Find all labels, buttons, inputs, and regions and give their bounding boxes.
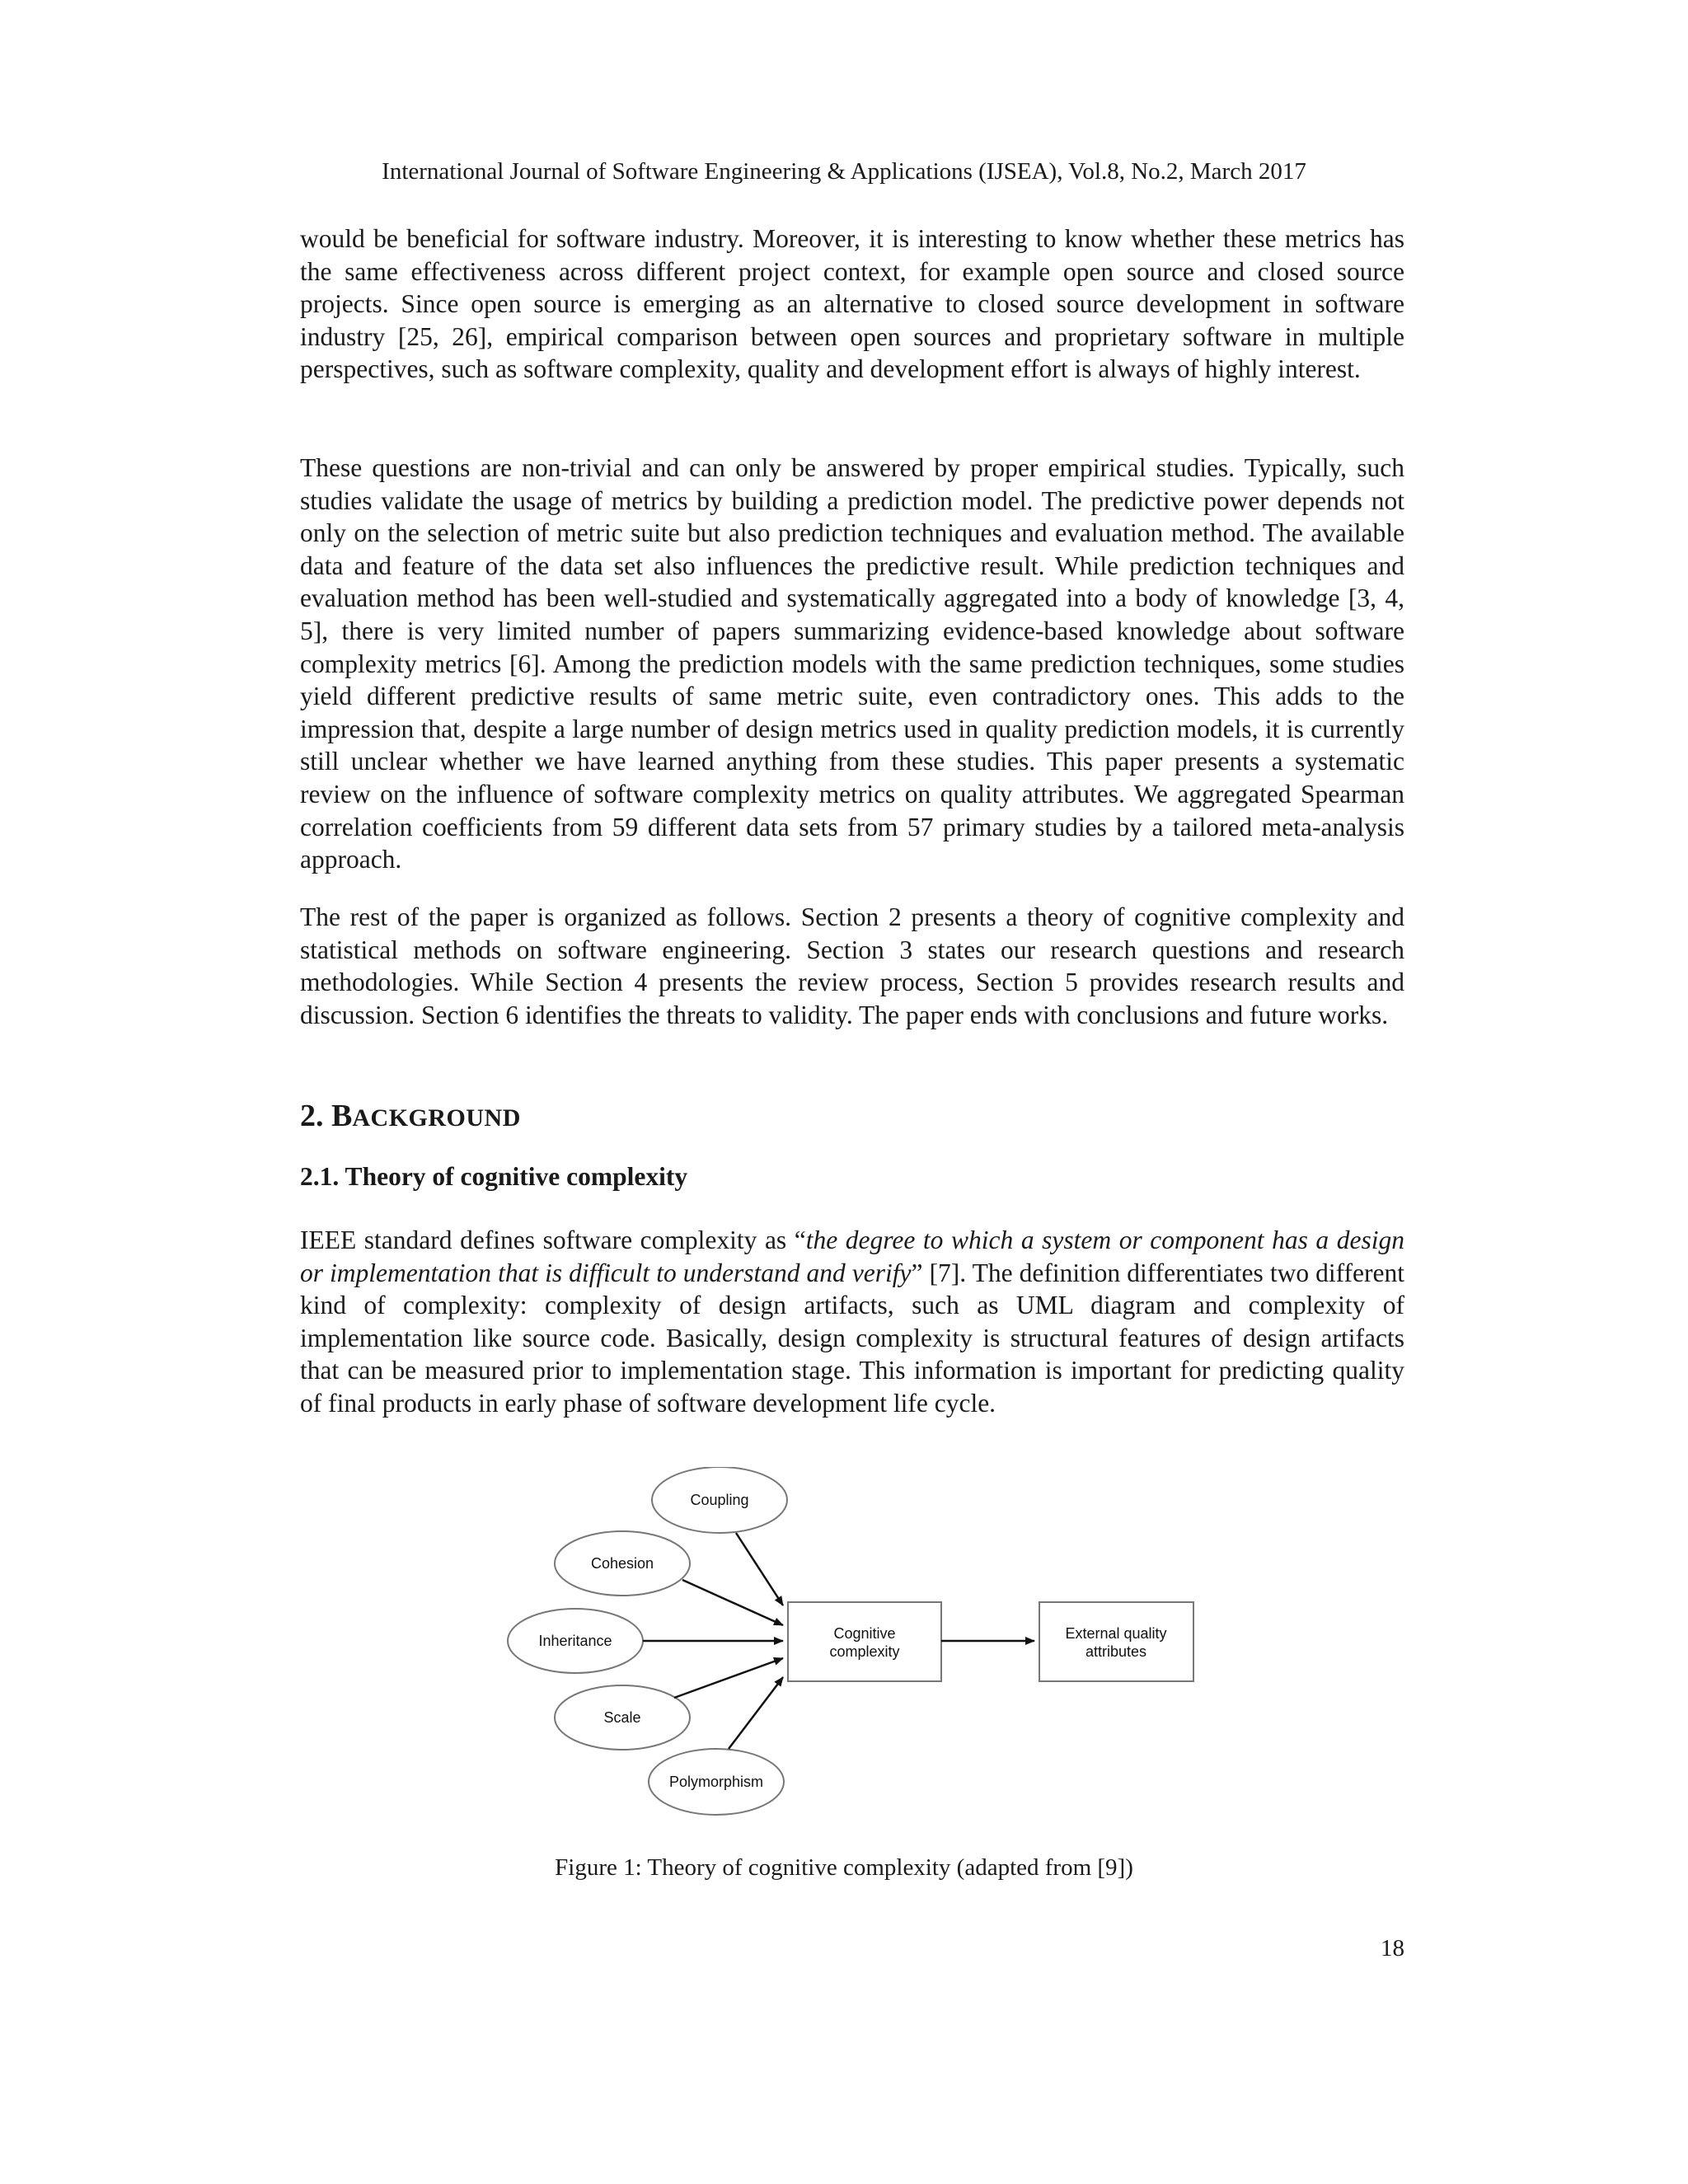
section-number: 2. [300,1099,331,1133]
node-external-label-line1: External quality [1065,1625,1167,1642]
running-header: International Journal of Software Engineering & Applications (IJSEA), Vol.8, No.2, March 2017 [382,158,1306,185]
definition-quote: the degree to which a system or component has a design or implementation that is difficult to understand and verify [300,1226,1404,1287]
paragraph-text: These questions are non-trivial and can only be answered by proper empirical studies. Typically, such studies validate the usage of metrics by building a prediction model. The predictive power depends not only on the selection of metric suite but also prediction techniques and evaluation method. The available data and feature of the data set also influences the predictive result. While prediction techniques and evaluation method has been well-studied and systematically aggregated into a body of knowledge [3, 4, 5], there is very limited number of papers summarizing evidence-based knowledge about software complexity metrics [6]. Among the prediction models with the same prediction techniques, some studies yield different predictive results of same metric suite, even contradictory ones. This adds to the impression that, despite a large number of design metrics used in quality prediction models, it is currently still unclear whether we have learned anything from these studies. This paper presents a systematic review on the influence of software complexity metrics on quality attributes. We aggregated Spearman correlation coefficients from 59 different data sets from 57 primary studies by a tailored meta-analysis approach. [300,453,1404,874]
node-coupling [652,1467,787,1533]
paragraph-text: The rest of the paper is organized as follows. Section 2 presents a theory of cognitive complexity and statistical methods on software engineering. Section 3 states our research questions and research methodologies. While Section 4 presents the review process, Section 5 provides research results and discussion. Section 6 identifies the threats to validity. The paper ends with conclusions and future works. [300,902,1404,1029]
section-heading [300,1096,521,1138]
node-cognitive-label-line2: complexity [829,1643,900,1660]
page-number: 18 [1381,1935,1404,1961]
section-title-initial: B [331,1099,353,1133]
paragraph-organization [300,901,1404,1031]
edge-coupling-to-cognitive [736,1533,783,1605]
node-external-quality [1039,1602,1193,1681]
figure-caption: Figure 1: Theory of cognitive complexity (adapted from [9]) [555,1854,1133,1881]
edge-cohesion-to-cognitive [682,1580,783,1625]
node-external-label-line2: attributes [1085,1643,1147,1660]
paragraph-text: would be beneficial for software industry. Moreover, it is interesting to know whether these metrics has the same effectiveness across different project context, for example open source and closed source projects. Since open source is emerging as an alternative to closed source development in software industry [25, 26], empirical comparison between open sources and proprietary software in multiple perspectives, such as software complexity, quality and development effort is always of highly interest. [300,224,1404,384]
diagram-svg [0,1467,1688,1838]
node-polymorphism-label: Polymorphism [668,1774,764,1790]
edge-scale-to-cognitive [674,1658,783,1698]
node-scale-label: Scale [603,1709,641,1726]
definition-rest: ” [7]. The definition differentiates two different kind of complexity: complexity of design artifacts, such as UML diagram and complexity of implementation like source code. Basically, design complexity is structural features of design artifacts that can be measured prior to implementation stage. This information is important for predicting quality of final products in early phase of software development life cycle. [300,1258,1404,1418]
node-cognitive-label-line1: Cognitive [833,1625,896,1642]
node-inheritance [508,1609,643,1673]
section-title-rest: ACKGROUND [352,1104,521,1132]
node-coupling-label: Coupling [690,1492,749,1508]
edge-polymorphism-to-cognitive [729,1677,783,1749]
node-scale [555,1685,690,1750]
paragraph-empirical-studies [300,452,1404,876]
subsection-heading: 2.1. Theory of cognitive complexity [300,1162,688,1191]
paragraph-ieee-definition [300,1224,1404,1420]
cognitive-complexity-diagram [0,1467,1688,1838]
node-cohesion-label: Cohesion [590,1555,654,1572]
node-cognitive-complexity [788,1602,941,1681]
definition-lead: IEEE standard defines software complexity as “ [300,1226,806,1254]
paragraph-text [300,1224,1404,1420]
paragraph-intro-continued [300,223,1404,386]
node-inheritance-label: Inheritance [538,1633,612,1649]
node-polymorphism [649,1749,784,1815]
node-cohesion [555,1531,690,1596]
